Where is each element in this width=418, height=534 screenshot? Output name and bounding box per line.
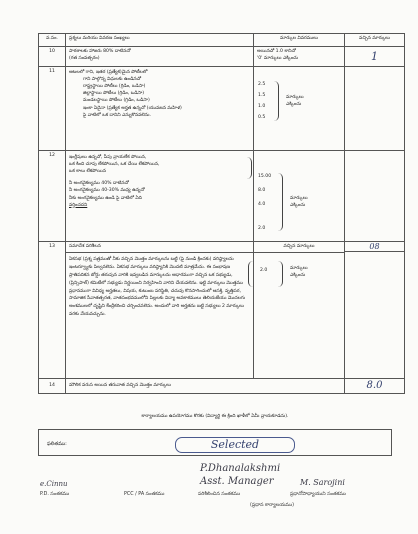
header-details: మార్కుల వివరములు: [254, 34, 345, 47]
pcc-signature-label: PCC / PA సంతకము: [124, 492, 165, 497]
row-score: [345, 67, 405, 151]
row-score: [345, 47, 405, 67]
details-title: వచ్చిన మార్కులు: [254, 242, 344, 253]
row-details: [254, 67, 345, 151]
description-line: జిల్లాస్థాయి పోటీలు (గ్రిడిం, ఒడిసా): [83, 91, 144, 97]
handwritten-score: 1: [371, 50, 378, 63]
table-row: [39, 151, 405, 242]
mark-value: 2.0: [258, 226, 266, 231]
pd-signature: e.Cinnu: [40, 480, 68, 488]
mark-value: 1.5: [258, 93, 266, 98]
mgr-signature: M. Sarojini: [300, 478, 345, 487]
row-number: 14: [39, 379, 66, 394]
result-box: [38, 429, 392, 456]
brace-mark: [248, 261, 253, 287]
asst-signature-label: పరిశీలించిన సంతకము: [198, 492, 241, 497]
mgr-signature-sub: (ప్రధాన కార్యాలయము): [250, 503, 295, 508]
row-score: [345, 151, 405, 242]
marks-label: మార్కులు: [290, 266, 308, 271]
description-line: ఇంగ్లీషులు ఉన్నచో, పీపు వ్రాయలేక పోయిన,: [69, 155, 147, 160]
office-use-note: కార్యాలయము ఉపయోగము కొరకు (విద్యార్థి ఈ క్రింది ఖాళీలో ఏమీ వ్రాయకూడదు).: [141, 414, 289, 419]
brace-mark: [278, 261, 283, 287]
row-description: మౌలిక వరుస అయిన తరువాత వచ్చిన మొత్తం మార్కులు: [66, 379, 345, 394]
brace-mark: [274, 81, 279, 121]
handwritten-result: Selected: [175, 437, 295, 453]
table-row: [39, 67, 405, 151]
mark-value: 2.5: [258, 82, 266, 87]
row-description: [66, 67, 254, 151]
row-number: 11: [39, 67, 66, 151]
row-details: [254, 151, 345, 242]
description-line: నీ అంగవైకల్యము 40-30% మధ్య ఉన్నచో: [69, 188, 145, 194]
detail-line: '0' మార్కులు ఎక్కించు: [257, 56, 299, 62]
detail-line: అయినచో 1.0 కానిచో: [257, 49, 296, 54]
handwritten-score: 08: [369, 242, 380, 251]
mark-value: 4.0: [258, 202, 266, 207]
table-row: [39, 47, 405, 67]
row-number: 12: [39, 151, 66, 242]
table-row: [39, 379, 405, 394]
description-line: ఒక కింది చూపు లేకపోయిన, ఒక చేయి లేకపోయిన,: [69, 162, 160, 168]
row-number: 13: [39, 242, 66, 379]
row-title: సమావేశ పరిశీలన: [66, 242, 253, 253]
description-line: నీకు అంగవైకల్యము ఉండి పై వాటిలో ఏది: [69, 195, 142, 201]
row-long-description: ఏకసభ (ప్రశ్న పత్రముతో నీకు వచ్చిన మొత్తం మార్కులను బట్టి (పై నుండి క్రిందకు) వరిష్ఠ్యాలను ఇంటర్వ్యూకు పిల్వవలెను. ఏకసభ మార్కులు వరిష్ఠ్యానికి మొదటి మాత్రమేను. ఈ సంభాషణ ప్రాతిపదికన బోర్డు తరుపున వారికి ఇవ్వబడిన మార్కులను ఆధారముగా వచ్చిన ఒక సభ్యుడు, (ప్రిన్సిపాల్) కమిటీలో సభ్యుడు నిర్ణయించి నిర్వహించి వారిని చేయవలెను. ఇట్టి మార్కులు మొత్తము ప్రధానముగా వివిధ్య అర్హతలు, విషయ, కుటుంబ పరిస్థితి, చదువు కొనసాగించులో ఆసక్తి, వృత్తిపర, సామాజిక సేవాతత్పరత, వాతసంభవములోని పిల్లలకు విద్యా అవకాశములు తెలియజేయు మొదలగు అంశములలో దృష్టిని కేంద్రీకరించి చర్చించవలెను. అందులో వారి అర్హతను బట్టి సభ్యులు 2 మార్కులు వరకు వేయవచ్చును.: [69, 257, 246, 318]
marks-label: మార్కులు: [290, 196, 308, 201]
row-description: [66, 242, 254, 379]
marks-label: మార్కులు: [286, 95, 304, 100]
description-line: వర్తించదని: [69, 202, 88, 208]
row-description: [66, 47, 254, 67]
description-line: ఇంకా ఏదైనా (ప్రత్యేక అర్హత ఉన్నచో (యువజన మహిళ): [83, 105, 182, 111]
pd-signature-label: P.D. సంతకము: [40, 492, 70, 497]
row-details: [254, 47, 345, 67]
header-description: ప్రశ్నలు మరియు వివరణ సంఖ్యలు: [66, 34, 254, 47]
mark-value: 0.5: [258, 115, 266, 120]
table-header-row: [39, 34, 405, 47]
asst-signature-name: P.Dhanalakshmi: [200, 463, 281, 474]
description-line: ఆటలలో గాని, ఇతర (ప్రత్యేక)మైన పోటీలలో: [69, 70, 148, 75]
header-serial: వ.సం.: [39, 34, 66, 47]
description-line: పాఠశాలకు హాజరు 80% దాటినచో: [69, 49, 131, 54]
marks-label: ఎక్కించు: [286, 102, 302, 108]
mark-value: 8.0: [258, 188, 266, 193]
result-label: ఫలితము:: [47, 441, 67, 447]
row-score: [345, 379, 405, 394]
mark-value: 15.00: [258, 174, 272, 179]
row-details: [254, 242, 345, 379]
mgr-signature-label: ప్రధానోపాధ్యాయుని సంతకము: [290, 492, 346, 497]
description-line: గాని పాల్గొన్న విధులకు ఉండినచో: [83, 77, 142, 83]
row-number: 10: [39, 47, 66, 67]
description-line: మండలస్థాయి పోటీలు (గ్రిడిం, ఒడిసా): [83, 98, 150, 104]
row-score: [345, 242, 405, 379]
brace-mark: [247, 157, 252, 179]
description-line: రాష్ట్రస్థాయి పోటీలు (గ్రిడిం, ఒడిసా): [83, 84, 146, 90]
header-score: వచ్చిన మార్కులు: [345, 34, 405, 47]
description-line: పై వాటిలో ఒక దానిని ఎన్నుకొనవలెను.: [83, 112, 151, 118]
description-line: ఒక కాలు లేకపోయిన: [69, 169, 106, 175]
description-line: (గత సంవత్సరం): [69, 56, 100, 62]
marks-label: ఎక్కించు: [290, 203, 306, 209]
marks-label: ఎక్కించు: [290, 273, 306, 279]
handwritten-total-score: 8.0: [366, 379, 383, 391]
description-line: నీ అంగవైకల్యము 40% దాటినచో: [69, 181, 129, 187]
mark-value: 2.0: [260, 268, 268, 273]
brace-mark: [278, 173, 283, 231]
mark-value: 1.0: [258, 104, 266, 109]
row-description: [66, 151, 254, 242]
table-row: [39, 242, 405, 379]
asst-signature-title: Asst. Manager: [200, 476, 274, 487]
marks-table: [38, 33, 405, 394]
